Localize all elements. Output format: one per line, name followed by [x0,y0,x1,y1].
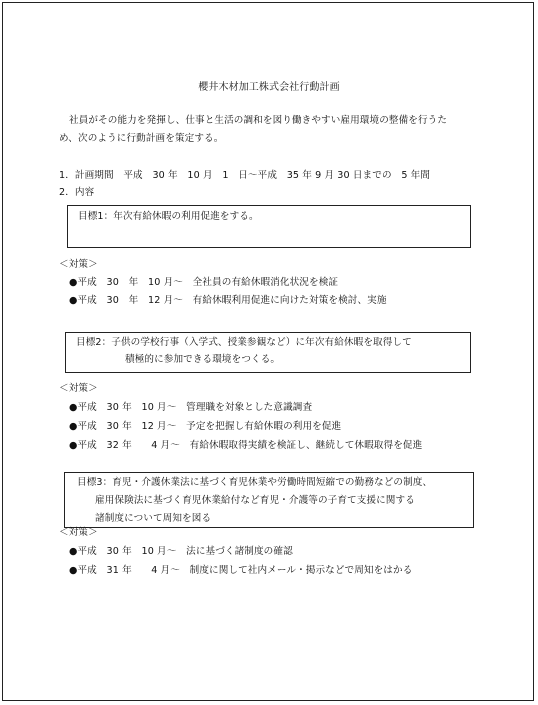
document-title: 櫻井木材加工株式会社行動計画 [198,82,340,93]
measure-1-2: ●平成 30 年 12 月～ 有給休暇利用促進に向けた対策を検討、実施 [69,295,387,306]
goal-3-line-1: 目標3：育児・介護休業法に基づく育児休業や労働時間短縮での勤務などの制度、 [77,477,433,488]
measures-label-3: ＜対策＞ [59,527,98,538]
measure-3-1: ●平成 30 年 10 月～ 法に基づく諸制度の確認 [69,546,293,557]
goal-3-line-2: 雇用保険法に基づく育児休業給付など育児・介護等の子育て支援に関する [95,495,415,506]
goal-2-box [65,332,471,373]
intro-line-1: 社員がその能力を発揮し、仕事と生活の調和を図り働きやすい雇用環境の整備を行うた [69,115,448,126]
goal-3-box [64,472,474,528]
measure-2-3: ●平成 32 年 4 月～ 有給休暇取得実績を検証し、継続して休暇取得を促進 [69,440,423,451]
measures-label-1: ＜対策＞ [59,259,98,270]
goal-1-box [67,205,471,248]
document-page [2,2,534,701]
goal-1-text: 目標1：年次有給休暇の利用促進をする。 [78,211,259,222]
content-label: 2．内容 [59,187,95,198]
goal-2-line-1: 目標2：子供の学校行事（入学式、授業参観など）に年次有給休暇を取得して [76,337,412,348]
measure-2-2: ●平成 30 年 12 月～ 予定を把握し有給休暇の利用を促進 [69,421,342,432]
measures-label-2: ＜対策＞ [59,383,98,394]
goal-3-line-3: 諸制度について周知を図る [95,513,212,524]
measure-3-2: ●平成 31 年 4 月～ 制度に関して社内メール・掲示などで周知をはかる [69,565,413,576]
measure-2-1: ●平成 30 年 10 月～ 管理職を対象とした意識調査 [69,402,313,413]
intro-line-2: め、次のように行動計画を策定する。 [59,133,224,144]
plan-period: 1．計画期間 平成 30 年 10 月 1 日～平成 35 年 9 月 30 日までの 5 年間 [59,170,431,181]
goal-2-line-2: 積極的に参加できる環境をつくる。 [125,354,281,365]
measure-1-1: ●平成 30 年 10 月～ 全社員の有給休暇消化状況を検証 [69,277,339,288]
